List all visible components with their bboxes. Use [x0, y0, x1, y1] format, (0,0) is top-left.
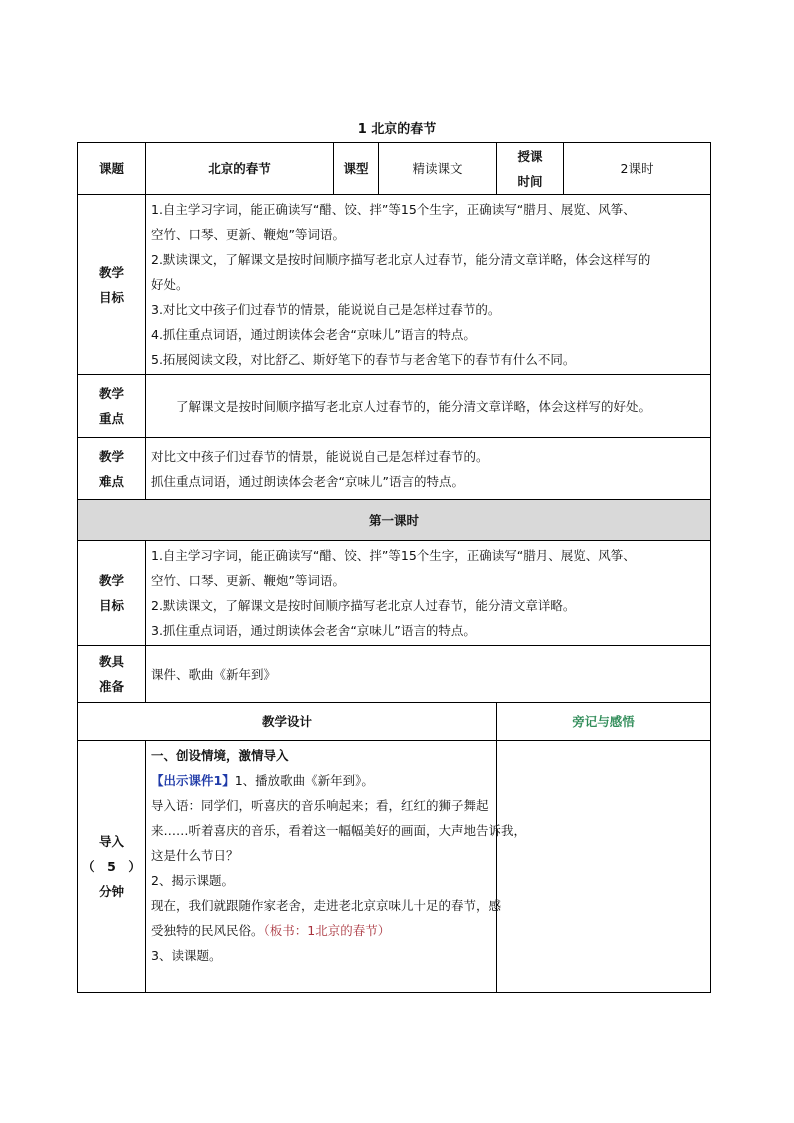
difficulties-row: [78, 438, 711, 500]
intro-line: 这是什么节日？: [151, 848, 239, 863]
intro-row: [78, 741, 711, 993]
lesson-plan-table: [77, 142, 711, 993]
goals-label-line-2: 目标: [98, 289, 124, 305]
design-header-row: [78, 703, 711, 741]
goals-line: 5.拓展阅读文段，对比舒乙、斯妤笔下的春节与老舍笔下的春节有什么不同。: [151, 352, 576, 367]
topic-label: 课题: [78, 143, 146, 195]
lesson-goals-line: 1.自主学习字词，能正确读写“醋、饺、拌”等15个生字，正确读写“腊月、展览、风筝、: [151, 548, 636, 563]
key-points-label: [78, 375, 146, 438]
intro-label-line-1: 导入: [98, 834, 124, 849]
intro-line: 现在，我们就跟随作家老舍，走进老北京京味儿十足的春节，感: [151, 898, 502, 913]
tools-row: [78, 646, 711, 703]
goals-line: 空竹、口琴、更新、鞭炮”等词语。: [151, 227, 345, 242]
intro-line: 2、揭示课题。: [151, 873, 234, 888]
lesson-goals-line: 3.抓住重点词语，通过朗读体会老舍“京味儿”语言的特点。: [151, 623, 476, 638]
tools-label-line-1: 教具: [98, 654, 124, 669]
lesson-goals-line: 空竹、口琴、更新、鞭炮”等词语。: [151, 573, 345, 588]
courseware-text: 1、播放歌曲《新年到》。: [234, 773, 374, 788]
intro-content: [146, 741, 527, 993]
lesson-goals-label-line-2: 目标: [98, 598, 124, 613]
intro-line: 来……听着喜庆的音乐，看着这一幅幅美好的画面，大声地告诉我，: [151, 823, 527, 838]
intro-heading: 一、创设情境，激情导入: [151, 748, 289, 763]
goals-line: 好处。: [151, 277, 189, 292]
notes-label: 旁记与感悟: [497, 703, 711, 741]
goals-line: 2.默读课文，了解课文是按时间顺序描写老北京人过春节，能分清文章详略，体会这样写的: [151, 252, 651, 267]
goals-row: [78, 195, 711, 375]
difficulties-label-line-1: 教学: [98, 448, 124, 464]
goals-line: 4.抓住重点词语，通过朗读体会老舍“京味儿”语言的特点。: [151, 327, 476, 342]
goals-label-line-1: 教学: [98, 264, 124, 280]
key-points-label-line-1: 教学: [98, 386, 124, 401]
goals-line: 3.对比文中孩子们过春节的情景，能说说自己是怎样过春节的。: [151, 302, 501, 317]
intro-line-before-board: 受独特的民风民俗。: [151, 923, 264, 938]
intro-courseware-line: [151, 768, 494, 793]
difficulties-label-line-2: 难点: [98, 473, 124, 489]
goals-line: 1.自主学习字词，能正确读写“醋、饺、拌”等15个生字，正确读写“腊月、展览、风筝、: [151, 202, 636, 217]
lesson-goals-label: [78, 541, 146, 646]
lesson-goals-content: [146, 541, 711, 646]
key-points-text: 了解课文是按时间顺序描写老北京人过春节的，能分清文章详略，体会这样写的好处。: [146, 375, 711, 438]
notes-cell[interactable]: [497, 741, 711, 993]
courseware-tag: 【出示课件1】: [151, 773, 235, 788]
intro-line: 3、读课题。: [151, 948, 222, 963]
key-points-label-line-2: 重点: [98, 411, 124, 426]
topic-value: 北京的春节: [146, 143, 334, 195]
board-note: （板书：1北京的春节）: [263, 923, 391, 938]
goals-label: [78, 195, 146, 375]
time-value: 2课时: [564, 143, 711, 195]
intro-board-line: [151, 918, 494, 943]
page-title: 1 北京的春节: [357, 122, 437, 137]
type-label: 课型: [334, 143, 379, 195]
intro-line: 导入语：同学们，听喜庆的音乐响起来；看，红红的狮子舞起: [151, 798, 489, 813]
time-label-line-1: 授课: [517, 148, 543, 164]
design-label: 教学设计: [78, 703, 497, 741]
header-row: [78, 143, 711, 195]
intro-label-line-3: 分钟: [98, 884, 124, 899]
lesson-section-title: 第一课时: [78, 500, 711, 541]
difficulties-line: 抓住重点词语，通过朗读体会老舍“京味儿”语言的特点。: [151, 473, 464, 489]
lesson-goals-row: [78, 541, 711, 646]
intro-label-line-2: （ 5 ）: [82, 859, 141, 874]
type-value: 精读课文: [379, 143, 497, 195]
lesson-goals-label-line-1: 教学: [98, 573, 124, 588]
difficulties-label: [78, 438, 146, 500]
time-label-line-2: 时间: [517, 173, 543, 189]
lesson-goals-line: 2.默读课文，了解课文是按时间顺序描写老北京人过春节，能分清文章详略。: [151, 598, 576, 613]
time-label: [497, 143, 564, 195]
difficulties-line: 对比文中孩子们过春节的情景，能说说自己是怎样过春节的。: [151, 448, 489, 464]
key-points-row: [78, 375, 711, 438]
tools-text: 课件、歌曲《新年到》: [146, 646, 711, 703]
difficulties-content: [146, 438, 711, 500]
tools-label-line-2: 准备: [98, 679, 124, 694]
intro-label: [78, 741, 146, 993]
goals-content: [146, 195, 711, 375]
tools-label: [78, 646, 146, 703]
lesson-section-row: [78, 500, 711, 541]
